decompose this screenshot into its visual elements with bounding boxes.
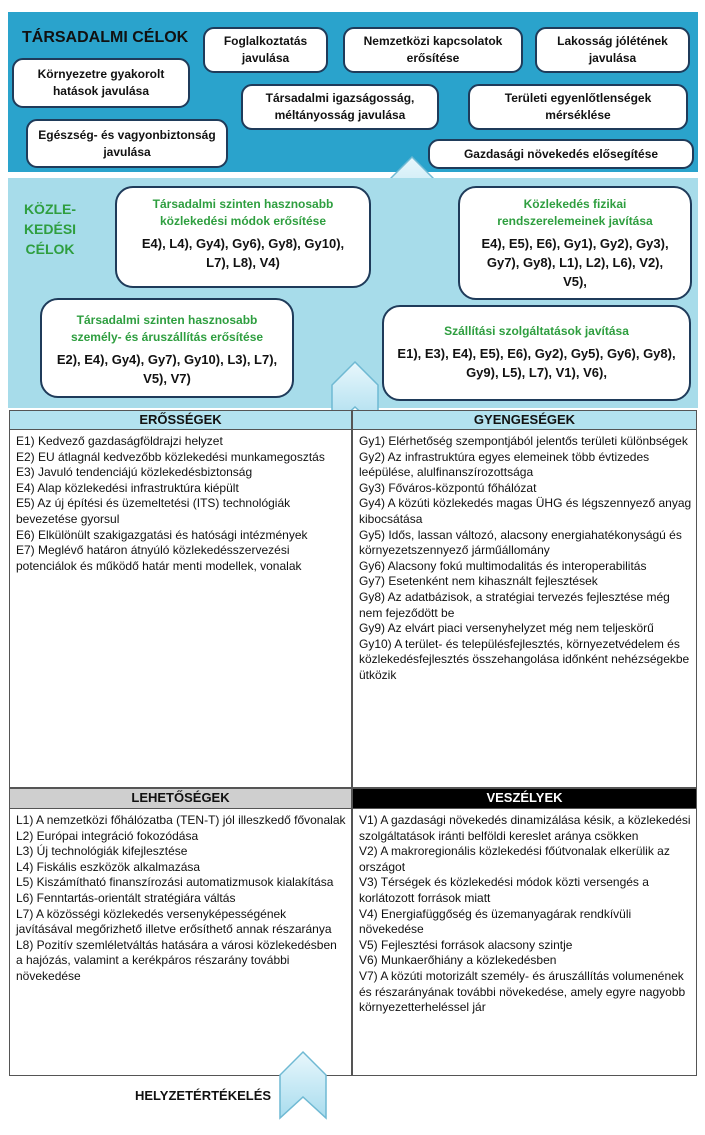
list-item: E7) Meglévő határon átnyúló közlekedésszervezési potenciálok és működő határ menti modellek, vonalak	[16, 543, 302, 573]
list-item: V2) A makroregionális közlekedési főútvonalak elkerülik az országot	[359, 844, 670, 874]
list-item: Gy10) A terület- és településfejlesztés, környezetvédelem és közlekedésfejlesztés összehangolása időnként nehézségekbe ütközik	[359, 636, 690, 682]
transport-goal-box-1	[115, 186, 371, 288]
threats-list	[359, 813, 693, 1016]
transport-goals-title	[22, 199, 78, 259]
list-item: V4) Energiafüggőség és üzemanyagárak rendkívüli növekedése	[359, 906, 632, 937]
transport-goal-box-4-codes: E1), E3), E4), E5), E6), Gy2), Gy5), Gy6), Gy8), Gy9), L5), L7), V1), V6),	[397, 346, 676, 380]
list-item: V1) A gazdasági növekedés dinamizálása késik, a közlekedési szolgáltatások iránti belföldi kereslet aránya csökken	[359, 813, 691, 843]
list-item: V7) A közúti motorizált személy- és áruszállítás volumenének és részarányának további növekedése, amely egyre nagyobb környezetterheléssel jár	[359, 968, 686, 1015]
weaknesses-header: GYENGESÉGEK	[352, 410, 697, 430]
list-item: L4) Fiskális eszközök alkalmazása	[16, 859, 201, 874]
weaknesses-list	[359, 434, 693, 684]
up-arrow-icon	[278, 1050, 328, 1120]
transport-goal-box-3	[40, 298, 294, 398]
goal-social-justice: Társadalmi igazságosság, méltányosság javulása	[241, 84, 439, 130]
list-item: V6) Munkaerőhiány a közlekedésben	[359, 953, 557, 968]
list-item: L6) Fenntartás-orientált stratégiára váltás	[16, 890, 236, 905]
list-item: Gy5) Idős, lassan változó, alacsony energiahatékonyságú és környezetszennyező járműállomány	[359, 527, 682, 558]
list-item: Gy7) Esetenként nem kihasznált fejlesztések	[359, 574, 598, 589]
goal-international-relations: Nemzetközi kapcsolatok erősítése	[343, 27, 523, 73]
transport-goal-box-4	[382, 305, 691, 401]
transport-goal-box-3-codes: E2), E4), Gy4), Gy7), Gy10), L3), L7), V5), V7)	[56, 352, 278, 386]
goal-welfare: Lakosság jólétének javulása	[535, 27, 690, 73]
transport-goal-box-2	[458, 186, 692, 300]
list-item: E4) Alap közlekedési infrastruktúra kiépült	[16, 480, 239, 495]
list-item: L1) A nemzetközi főhálózatba (TEN-T) jól illeszkedő fővonalak	[16, 813, 346, 827]
transport-goal-box-1-codes: E4), L4), Gy4), Gy6), Gy8), Gy10), L7), L8), V4)	[141, 236, 345, 270]
list-item: L3) Új technológiák kifejlesztése	[16, 844, 188, 859]
transport-goals-title-line1: KÖZLE-	[23, 201, 77, 217]
goal-health-safety: Egészség- és vagyonbiztonság javulása	[26, 119, 228, 168]
goal-environment: Környezetre gyakorolt hatások javulása	[12, 58, 190, 108]
list-item: L5) Kiszámítható finanszírozási automatizmusok kialakítása	[16, 875, 334, 890]
list-item: V3) Térségek és közlekedési módok közti versengés a korlátozott források miatt	[359, 875, 649, 905]
list-item: L7) A közösségi közlekedés versenyképességének javításával megőrizhető illetve erősíthető annak részaránya	[16, 906, 332, 937]
goal-territorial-inequality: Területi egyenlőtlenségek mérséklése	[468, 84, 688, 130]
opportunities-header: LEHETŐSÉGEK	[9, 788, 352, 809]
transport-goal-box-2-codes: E4), E5), E6), Gy1), Gy2), Gy3), Gy7), Gy8), L1), L2), L6), V2), V5),	[481, 236, 669, 289]
transport-goal-box-4-title: Szállítási szolgáltatások javítása	[444, 324, 629, 338]
opportunities-list	[16, 813, 346, 985]
list-item: Gy1) Elérhetőség szempontjából jelentős területi különbségek	[359, 434, 688, 448]
list-item: Gy6) Alacsony fokú multimodalitás és interoperabilitás	[359, 558, 647, 573]
transport-goal-box-1-title: Társadalmi szinten hasznosabb közlekedési módok erősítése	[152, 197, 334, 228]
social-goals-title: TÁRSADALMI CÉLOK	[22, 29, 189, 46]
goal-employment: Foglalkoztatás javulása	[203, 27, 328, 73]
list-item: Gy4) A közúti közlekedés magas ÜHG és légszennyező anyag kibocsátása	[359, 496, 692, 526]
list-item: Gy2) Az infrastruktúra egyes elemeinek több évtizedes leépülése, alulfinanszírozottsága	[359, 449, 650, 480]
strengths-list	[16, 434, 346, 574]
list-item: Gy3) Főváros-központú főhálózat	[359, 480, 537, 495]
list-item: L8) Pozitív szemléletváltás hatására a városi közlekedésben a hajózás, valamint a kerékpáros részarány további növekedése	[16, 937, 337, 983]
transport-goals-title-line2: KEDÉSI	[23, 221, 77, 237]
list-item: E3) Javuló tendenciájú közlekedésbiztonság	[16, 465, 253, 480]
footer-label: HELYZETÉRTÉKELÉS	[135, 1088, 272, 1103]
list-item: Gy8) Az adatbázisok, a stratégiai tervezés fejlesztése még nem fejeződött be	[359, 589, 670, 620]
list-item: E2) EU átlagnál kedvezőbb közlekedési munkamegosztás	[16, 449, 325, 464]
list-item: Gy9) Az elvárt piaci versenyhelyzet még nem teljeskörű	[359, 621, 654, 636]
list-item: L2) Európai integráció fokozódása	[16, 828, 199, 843]
list-item: E5) Az új építési és üzemeltetési (ITS) technológiák bevezetése gyorsul	[16, 496, 291, 526]
list-item: E6) Elkülönült szakigazgatási és hatósági intézmények	[16, 527, 308, 542]
transport-goals-title-line3: CÉLOK	[25, 241, 75, 257]
threats-header: VESZÉLYEK	[352, 788, 697, 809]
list-item: V5) Fejlesztési források alacsony szintje	[359, 937, 573, 952]
list-item: E1) Kedvező gazdaságföldrajzi helyzet	[16, 434, 223, 448]
transport-goal-box-2-title: Közlekedés fizikai rendszerelemeinek javítása	[497, 197, 653, 228]
strengths-header: ERŐSSÉGEK	[9, 410, 352, 430]
goal-economic-growth: Gazdasági növekedés elősegítése	[428, 139, 694, 169]
transport-goal-box-3-title: Társadalmi szinten hasznosabb személy- és áruszállítás erősítése	[70, 313, 264, 344]
